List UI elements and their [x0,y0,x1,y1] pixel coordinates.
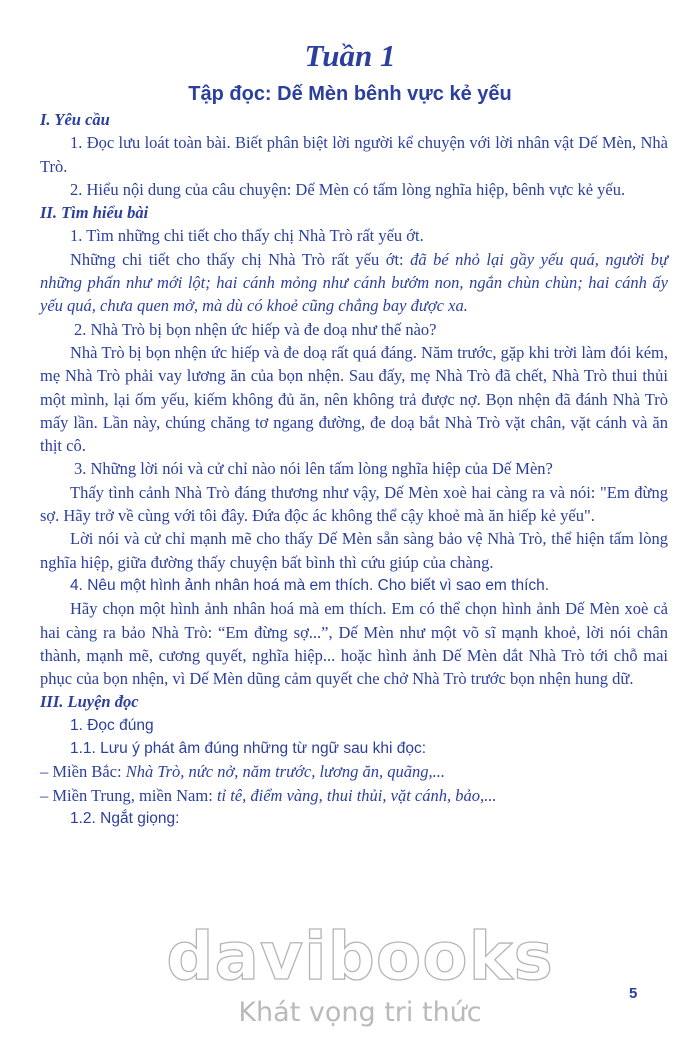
answer-1-lead: Những chi tiết cho thấy chị Nhà Trò rất yếu ớt: [70,249,411,269]
answer-1 [40,248,668,318]
question-3: 3. Những lời nói và cử chỉ nào nói lên tấm lòng nghĩa hiệp của Dế Mèn? [74,459,553,479]
watermark-tagline: Khát vọng tri thức [238,997,482,1028]
answer-1-quote: đã bé nhỏ lại gầy yếu quá, người bự những phấn như mới lột; hai cánh mỏng như cánh bướm non, ngắn chùn chùn; hai cánh ấy yếu quá, chưa quen mở, mà dù có khoẻ cũng chẳng bay được xa. [40,249,668,316]
question-4: 4. Nêu một hình ảnh nhân hoá mà em thích. Cho biết vì sao em thích. [70,576,550,594]
north-pronunciation-line [40,760,668,783]
watermark-brand: davibooks [166,918,554,995]
south-label: – Miền Trung, miền Nam: [40,785,217,805]
answer-3-part-1: Thấy tình cảnh Nhà Trò đáng thương như vậy, Dế Mèn xoè hai càng ra và nói: "Em đừng sợ. Hãy trở về cùng với tôi đây. Đứa độc ác không thể cậy khoẻ mà ăn hiếp kẻ yếu". [40,482,668,526]
answer-2: Nhà Trò bị bọn nhện ức hiếp và đe doạ rất quá đáng. Năm trước, gặp khi trời làm đói kém, mẹ Nhà Trò phải vay lương ăn của bọn nhện. Sau đấy, mẹ Nhà Trò đã chết, Nhà Trò thui thủi một mình, lại ốm yếu, kiếm không đủ ăn, nên không trả được nợ. Bọn nhện đã đánh Nhà Trò mấy lần. Lần này, chúng chăng tơ ngang đường, đe doạ bắt Nhà Trò vặt chân, vặt cánh và ăn thịt cô. [40,342,668,456]
section-heading-requirements: I. Yêu cầu [40,110,110,129]
reading-item-1-2: 1.2. Ngắt giọng: [70,809,180,827]
south-words: tỉ tê, điểm vàng, thui thủi, vặt cánh, bảo,... [216,785,497,805]
question-2: 2. Nhà Trò bị bọn nhện ức hiếp và đe doạ như thế nào? [74,319,437,339]
section-heading-comprehension: II. Tìm hiểu bài [40,203,149,223]
section-heading-reading-practice: III. Luyện đọc [40,692,139,712]
question-1: 1. Tìm những chi tiết cho thấy chị Nhà Trò rất yếu ớt. [70,226,424,246]
north-label: – Miền Bắc: [40,762,126,782]
answer-4: Hãy chọn một hình ảnh nhân hoá mà em thích. Em có thể chọn hình ảnh Dế Mèn xoè cả hai càng ra bảo Nhà Trò: “Em đừng sợ...”, Dế Mèn như một võ sĩ mạnh khoẻ, lời nói chân thành, mạnh mẽ, cương quyết, nghĩa hiệp... hoặc hình ảnh Dế Mèn dắt Nhà Trò tới chỗ mai phục của bọn nhện, vì Dế Mèn dũng cảm quyết che chở Nhà Trò trước bọn nhện hung dữ. [40,599,668,689]
lesson-subtitle: Tập đọc: Dế Mèn bênh vực kẻ yếu [188,83,512,105]
answer-3-part-2: Lời nói và cử chỉ mạnh mẽ cho thấy Dế Mèn sẵn sàng bảo vệ Nhà Trò, thể hiện tấm lòng nghĩa hiệp, giữa đường thấy chuyện bất bình thì cứu giúp của chàng. [40,529,668,572]
south-pronunciation-line [40,784,668,807]
requirement-item-1: 1. Đọc lưu loát toàn bài. Biết phân biệt lời người kể chuyện với lời nhân vật Dế Mèn, Nhà Trò. [40,133,668,176]
north-words: Nhà Trò, nức nở, năm trước, lương ăn, quãng,... [125,762,445,782]
reading-item-1-1: 1.1. Lưu ý phát âm đúng những từ ngữ sau khi đọc: [70,740,427,758]
lesson-content [40,108,668,830]
page-number: 5 [629,985,638,1002]
reading-item-1: 1. Đọc đúng [70,716,154,734]
requirement-item-2: 2. Hiểu nội dung của câu chuyện: Dế Mèn có tấm lòng nghĩa hiệp, bênh vực kẻ yếu. [70,179,626,199]
lesson-week-title: Tuần 1 [304,38,396,73]
